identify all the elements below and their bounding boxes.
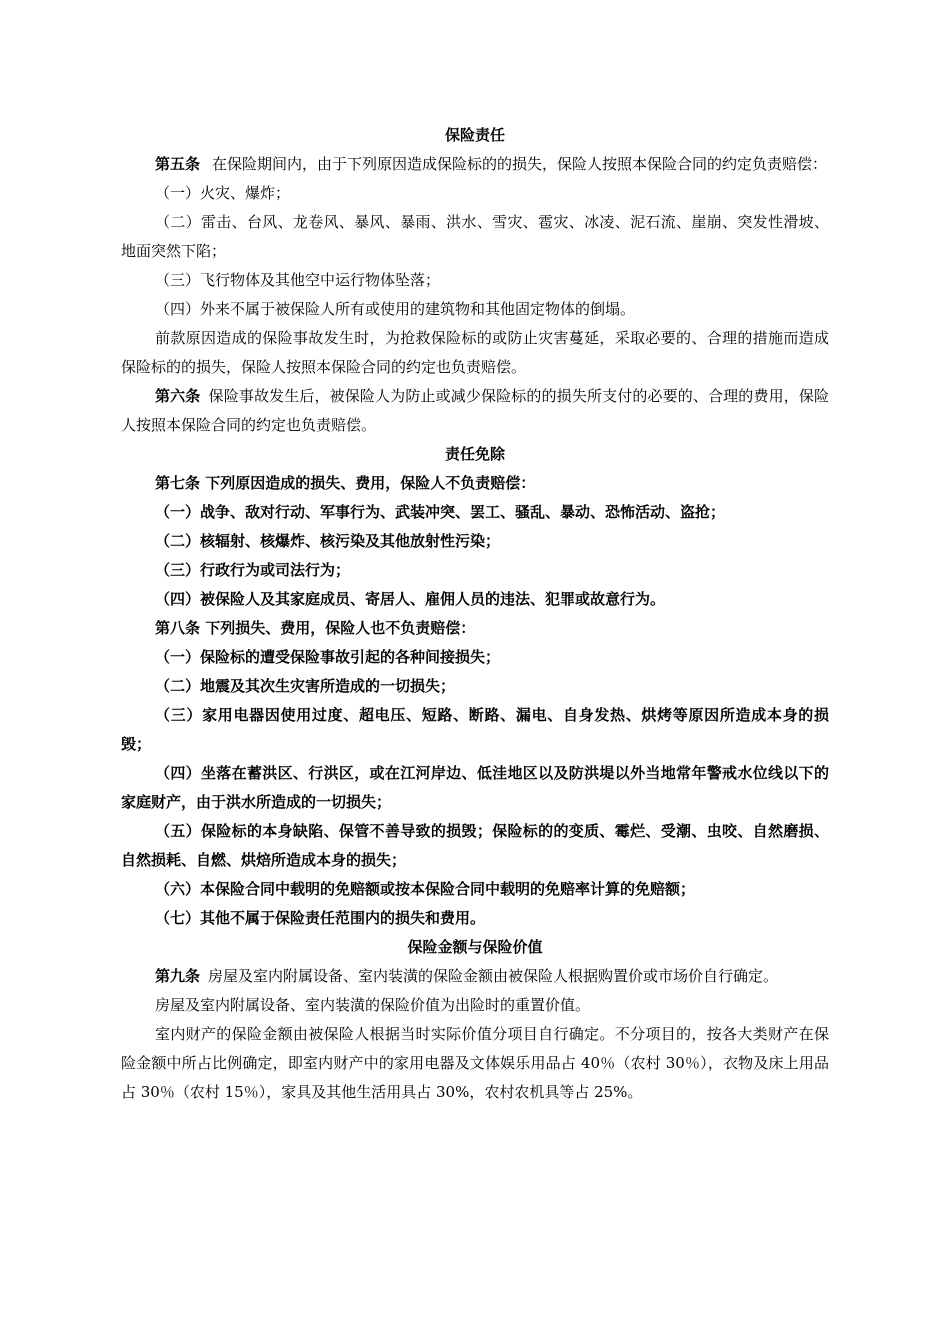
article-5-extra: 前款原因造成的保险事故发生时，为抢救保险标的或防止灾害蔓延，采取必要的、合理的措施而造成保险标的的损失，保险人按照本保险合同的约定也负责赔偿。 bbox=[121, 329, 829, 376]
article-7-item: （二）核辐射、核爆炸、核污染及其他放射性污染； bbox=[155, 532, 501, 550]
article-5-text: 在保险期间内，由于下列原因造成保险标的的损失，保险人按照本保险合同的约定负责赔偿： bbox=[212, 155, 828, 173]
article-5-label: 第五条 bbox=[155, 155, 201, 173]
section-heading-amount: 保险金额与保险价值 bbox=[407, 938, 543, 956]
article-7-item: （三）行政行为或司法行为； bbox=[155, 561, 351, 579]
article-9-text: 房屋及室内附属设备、室内装潢的保险金额由被保险人根据购置价或市场价自行确定。 bbox=[208, 967, 779, 985]
article-6-text: 保险事故发生后，被保险人为防止或减少保险标的的损失所支付的必要的、合理的费用，保险人按照本保险合同的约定也负责赔偿。 bbox=[121, 387, 829, 434]
amount-paragraph-3: 室内财产的保险金额由被保险人根据当时实际价值分项目自行确定。不分项目的，按各大类财产在保险金额中所占比例确定，即室内财产中的家用电器及文体娱乐用品占 40％（农村 30％），衣物及床上用品占 30％（农村 15％），家具及其他生活用具占 30%，农村农机具等占 25%。 bbox=[121, 1025, 829, 1101]
article-8-item: （二）地震及其次生灾害所造成的一切损失； bbox=[155, 677, 456, 695]
section-heading-exclusions: 责任免除 bbox=[444, 445, 505, 463]
amount-paragraph-2: 房屋及室内附属设备、室内装潢的保险价值为出险时的重置价值。 bbox=[155, 996, 591, 1014]
article-7-item: （一）战争、敌对行动、军事行为、武装冲突、罢工、骚乱、暴动、恐怖活动、盗抢； bbox=[155, 503, 726, 521]
article-5 bbox=[121, 150, 829, 179]
article-8-item: （七）其他不属于保险责任范围内的损失和费用。 bbox=[155, 909, 486, 927]
article-6 bbox=[121, 382, 829, 440]
article-9 bbox=[121, 962, 829, 991]
article-7-intro: 第七条 下列原因造成的损失、费用，保险人不负责赔偿： bbox=[155, 474, 536, 492]
article-8-item: （五）保险标的本身缺陷、保管不善导致的损毁；保险标的的变质、霉烂、受潮、虫咬、自然磨损、自然损耗、自燃、烘焙所造成本身的损失； bbox=[121, 822, 829, 869]
article-5-item: （一）火灾、爆炸； bbox=[155, 184, 291, 202]
article-8-item: （六）本保险合同中载明的免赔额或按本保险合同中载明的免赔率计算的免赔额； bbox=[155, 880, 696, 898]
article-5-item: （二）雷击、台风、龙卷风、暴风、暴雨、洪水、雪灾、雹灾、冰凌、泥石流、崖崩、突发性滑坡、地面突然下陷； bbox=[121, 213, 829, 260]
article-7-item: （四）被保险人及其家庭成员、寄居人、雇佣人员的违法、犯罪或故意行为。 bbox=[155, 590, 666, 608]
article-9-label: 第九条 bbox=[155, 967, 201, 985]
article-5-item: （四）外来不属于被保险人所有或使用的建筑物和其他固定物体的倒塌。 bbox=[155, 300, 636, 318]
article-5-item: （三）飞行物体及其他空中运行物体坠落； bbox=[155, 271, 441, 289]
document-page bbox=[121, 121, 829, 1107]
article-6-label: 第六条 bbox=[155, 387, 201, 405]
section-heading-responsibility: 保险责任 bbox=[444, 126, 505, 144]
article-8-item: （一）保险标的遭受保险事故引起的各种间接损失； bbox=[155, 648, 501, 666]
article-8-item: （四）坐落在蓄洪区、行洪区，或在江河岸边、低洼地区以及防洪堤以外当地常年警戒水位线以下的家庭财产，由于洪水所造成的一切损失； bbox=[121, 764, 829, 811]
article-8-intro: 第八条 下列损失、费用，保险人也不负责赔偿： bbox=[155, 619, 476, 637]
article-8-item: （三）家用电器因使用过度、超电压、短路、断路、漏电、自身发热、烘烤等原因所造成本身的损毁； bbox=[121, 706, 829, 753]
